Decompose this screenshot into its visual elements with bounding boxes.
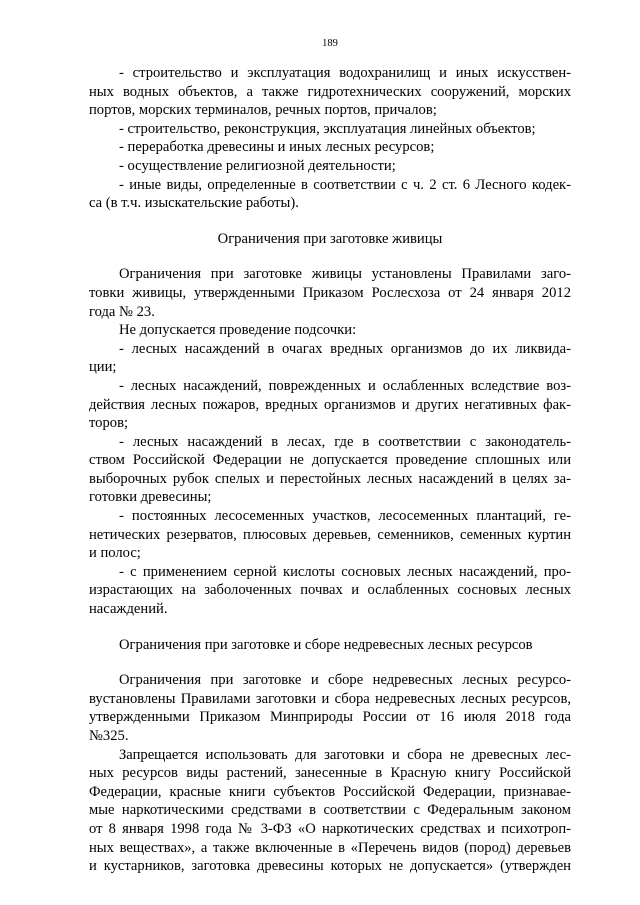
text-line: - переработка древесины и иных лесных ресурсов; — [119, 139, 435, 156]
text-line: торов; — [89, 415, 129, 432]
text-line: Запрещается использовать для заготовки и сбора не древесных лес- — [119, 746, 571, 763]
text-line: израстающих на заболоченных почвах и ослабленных сосновых лесных — [89, 582, 571, 599]
text-line: готовки древесины; — [89, 489, 212, 506]
text-line: - постоянных лесосеменных участков, лесосеменных плантаций, ге- — [119, 508, 571, 525]
text-line: ных водных объектов, а также гидротехнических сооружений, морских — [89, 83, 571, 100]
text-line: ных ресурсов виды растений, занесенные в Красную книгу Российской — [89, 765, 571, 782]
text-line: мые наркотическими средствами в соответствии с Федеральным законом — [89, 802, 571, 819]
text-line: Ограничения при заготовке и сборе недревесных лесных ресурсо- — [119, 672, 571, 689]
text-line: и кустарников, заготовка древесины которых не допускается» (утвержден — [89, 858, 571, 875]
text-line: года № 23. — [89, 303, 155, 320]
non-timber-restrictions-block — [89, 671, 571, 876]
section-heading-resin: Ограничения при заготовке живицы — [217, 230, 443, 247]
text-line: портов, морских терминалов, речных портов, причалов; — [89, 102, 437, 119]
text-line: - лесных насаждений, поврежденных и ослабленных вследствие воз- — [119, 377, 571, 394]
text-line: - лесных насаждений в лесах, где в соответствии с законодатель- — [119, 433, 571, 450]
text-line: ции; — [89, 359, 117, 376]
text-line: Федерации, красные книги субъектов Российской Федерации, признавае- — [89, 783, 571, 800]
text-line: - строительство, реконструкция, эксплуатация линейных объектов; — [119, 120, 536, 137]
text-line: Ограничения при заготовке живицы установлены Правилами заго- — [119, 266, 571, 283]
text-line: выборочных рубок спелых и перестойных лесных насаждений в целях за- — [89, 470, 571, 487]
text-line: ных веществах», а также включенные в «Перечень видов (пород) деревьев — [89, 839, 571, 856]
section-heading-non-timber: Ограничения при заготовке и сборе недревесных лесных ресурсов — [119, 636, 533, 653]
text-line: - лесных насаждений в очагах вредных организмов до их ликвида- — [119, 340, 571, 357]
text-line: - с применением серной кислоты сосновых лесных насаждений, про- — [119, 563, 571, 580]
text-line: са (в т.ч. изыскательские работы). — [89, 195, 299, 212]
text-line: ством Российской Федерации не допускается проведение сплошных или — [89, 452, 571, 469]
text-line: - строительство и эксплуатация водохранилищ и иных искусствен- — [119, 65, 571, 81]
page-number: 189 — [322, 38, 338, 49]
text-line: вустановлены Правилами заготовки и сбора недревесных лесных ресурсов, — [89, 690, 571, 707]
resin-restrictions-block — [89, 265, 571, 618]
list-block-land-use — [89, 64, 571, 213]
text-line: - осуществление религиозной деятельности; — [119, 157, 396, 174]
text-line: №325. — [89, 728, 129, 744]
text-line: действия лесных пожаров, вредных организмов и других негативных фак- — [89, 396, 571, 413]
text-line: нетических резерватов, плюсовых деревьев, семенников, семенных куртин — [89, 526, 571, 543]
text-line: утвержденными Приказом Минприроды России от 16 июля 2018 года — [89, 709, 571, 726]
text-line: от 8 января 1998 года № 3-ФЗ «О наркотических средствах и психотроп- — [89, 820, 571, 837]
text-line: товки живицы, утвержденными Приказом Рослесхоза от 24 января 2012 — [89, 284, 571, 301]
text-line: насаждений. — [89, 601, 168, 618]
text-line: и полос; — [89, 545, 141, 562]
text-line: - иные виды, определенные в соответствии с ч. 2 ст. 6 Лесного кодек- — [119, 176, 571, 193]
text-line: Не допускается проведение подсочки: — [119, 322, 357, 339]
